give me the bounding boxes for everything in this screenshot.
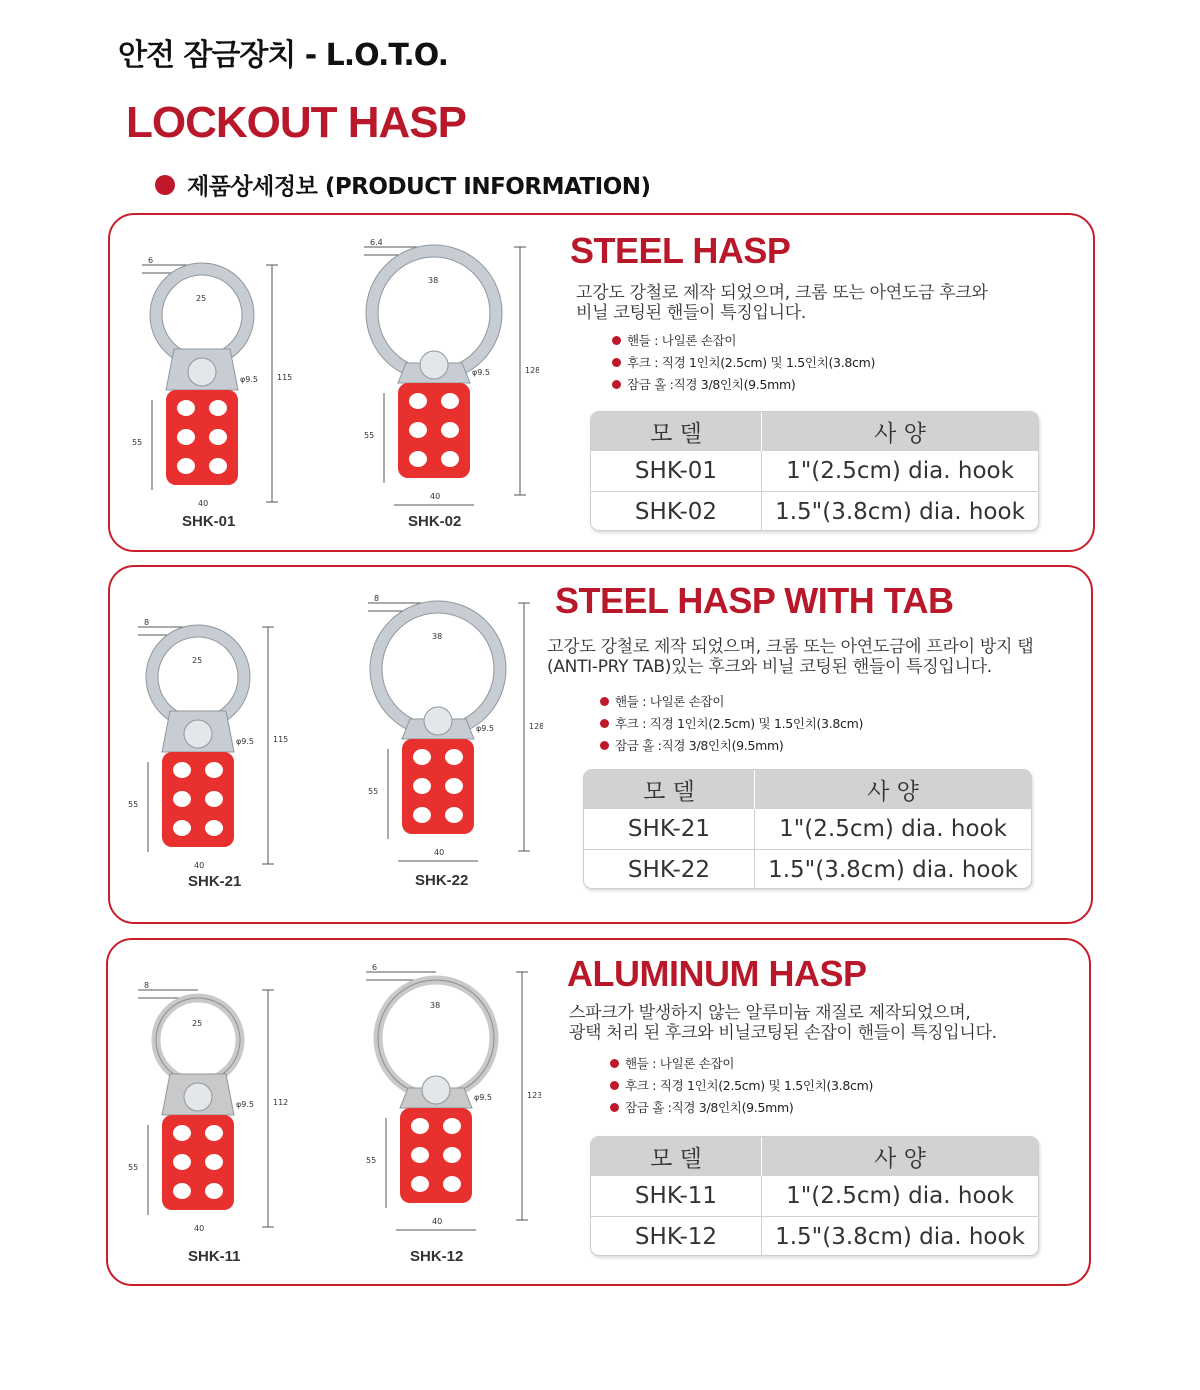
dim-label-height: 128 [525,366,539,375]
dim-label-hook: 25 [192,656,203,665]
feature-list [610,1052,873,1118]
spec-cell: 1"(2.5cm) dia. hook [755,809,1032,850]
dim-label-handle: 55 [132,438,143,447]
dim-label-handle: 55 [368,787,379,796]
dim-label-hole: φ9.5 [240,375,258,384]
hasp-illustration [132,235,317,510]
feature-text: 후크 : 직경 1인치(2.5cm) 및 1.5인치(3.8cm) [625,1078,874,1093]
feature-text: 잠금 홀 :직경 3/8인치(9.5mm) [627,377,796,392]
product-title: ALUMINUM HASP [567,953,867,994]
hasp-image-shk-02 [354,233,539,512]
dim-label-hook: 38 [432,632,443,641]
product-title: STEEL HASP WITH TAB [555,580,954,621]
image-caption: SHK-22 [415,872,469,889]
bullet-dot-icon [155,175,175,195]
dim-label-handle: 55 [364,431,375,440]
dim-label-hook: 25 [196,294,207,303]
model-cell: SHK-01 [591,451,762,492]
feature-text: 핸들 : 나일론 손잡이 [615,694,725,709]
description-line: 비닐 코팅된 핸들이 특징입니다. [576,303,807,323]
description-line: 고강도 강철로 제작 되었으며, 크롬 또는 아연도금에 프라이 방지 탭 [547,637,1034,657]
product-card-aluminum-hasp [106,938,1091,1286]
description-line: 고강도 강철로 제작 되었으며, 크롬 또는 아연도금 후크와 [576,283,988,303]
dim-label-hole: φ9.5 [474,1093,492,1102]
spec-cell: 1"(2.5cm) dia. hook [762,451,1039,492]
model-cell: SHK-22 [584,850,755,890]
spec-cell: 1.5"(3.8cm) dia. hook [762,1217,1039,1257]
dim-label-hook: 38 [430,1001,441,1010]
bullet-dot-icon [600,697,609,706]
header-spec: 사 양 [762,1137,1039,1176]
header-spec: 사 양 [762,412,1039,451]
dim-label-top: 8 [144,981,150,990]
dim-label-hook: 25 [192,1019,203,1028]
feature-item [610,1074,873,1096]
feature-list [600,690,863,756]
hasp-illustration [356,958,541,1233]
dim-label-width: 40 [434,848,445,857]
product-description [576,283,988,323]
bullet-dot-icon [600,719,609,728]
main-title: LOCKOUT HASP [126,98,466,147]
image-caption: SHK-02 [408,513,462,530]
dim-label-width: 40 [194,1224,205,1233]
bullet-dot-icon [612,358,621,367]
feature-text: 잠금 홀 :직경 3/8인치(9.5mm) [615,738,784,753]
table-row [591,1217,1038,1257]
model-cell: SHK-21 [584,809,755,850]
feature-item [612,329,875,351]
hasp-image-shk-11 [128,960,313,1239]
dim-label-handle: 55 [128,800,139,809]
header-spec: 사 양 [755,770,1032,809]
bullet-dot-icon [610,1081,619,1090]
image-caption: SHK-01 [182,513,236,530]
table-row [584,809,1031,850]
feature-item [600,712,863,734]
spec-table [590,411,1039,531]
hasp-illustration [358,589,543,864]
image-caption: SHK-11 [188,1248,241,1265]
table-row [591,1176,1038,1217]
dim-label-hole: φ9.5 [472,368,490,377]
dim-label-handle: 55 [128,1163,139,1172]
description-line: (ANTI-PRY TAB)있는 후크와 비닐 코팅된 핸들이 특징입니다. [547,657,992,677]
feature-text: 잠금 홀 :직경 3/8인치(9.5mm) [625,1100,794,1115]
header-model: 모 델 [591,1137,762,1176]
hasp-illustration [128,960,313,1235]
product-card-steel-hasp [108,213,1095,552]
spec-cell: 1.5"(3.8cm) dia. hook [762,492,1039,532]
hasp-image-shk-21 [128,597,313,876]
hasp-image-shk-01 [132,235,317,514]
bullet-dot-icon [612,380,621,389]
dim-label-height: 123 [527,1091,541,1100]
description-line: 스파크가 발생하지 않는 알루미늄 재질로 제작되었으며, [569,1003,971,1023]
bullet-dot-icon [610,1059,619,1068]
product-title: STEEL HASP [570,230,791,271]
spec-cell: 1"(2.5cm) dia. hook [762,1176,1039,1217]
dim-label-hook: 38 [428,276,439,285]
feature-item [610,1052,873,1074]
dim-label-top: 6.4 [370,238,383,247]
dim-label-height: 115 [273,735,289,744]
table-row [591,492,1038,532]
feature-item [612,373,875,395]
table-row [591,451,1038,492]
hasp-illustration [354,233,539,508]
model-cell: SHK-12 [591,1217,762,1257]
header-model: 모 델 [591,412,762,451]
feature-text: 후크 : 직경 1인치(2.5cm) 및 1.5인치(3.8cm) [615,716,864,731]
section-label [155,168,651,201]
bullet-dot-icon [612,336,621,345]
feature-text: 후크 : 직경 1인치(2.5cm) 및 1.5인치(3.8cm) [627,355,876,370]
dim-label-hole: φ9.5 [236,1100,254,1109]
model-cell: SHK-11 [591,1176,762,1217]
page-top-title: 안전 잠금장치 - L.O.T.O. [118,38,448,73]
bullet-dot-icon [610,1103,619,1112]
feature-item [612,351,875,373]
hasp-image-shk-22 [358,589,543,868]
dim-label-width: 40 [432,1217,443,1226]
dim-label-top: 8 [374,594,380,603]
table-row [584,850,1031,890]
feature-item [610,1096,873,1118]
dim-label-height: 112 [273,1098,289,1107]
dim-label-width: 40 [198,499,209,508]
dim-label-hole: φ9.5 [476,724,494,733]
dim-label-width: 40 [194,861,205,870]
spec-table [583,769,1032,889]
dim-label-top: 6 [148,256,154,265]
image-caption: SHK-21 [188,873,242,890]
dim-label-width: 40 [430,492,441,501]
product-description [569,1003,997,1043]
spec-cell: 1.5"(3.8cm) dia. hook [755,850,1032,890]
dim-label-top: 8 [144,618,150,627]
header-model: 모 델 [584,770,755,809]
model-cell: SHK-02 [591,492,762,532]
product-card-steel-hasp-with-tab [108,565,1093,924]
feature-text: 핸들 : 나일론 손잡이 [625,1056,735,1071]
hasp-image-shk-12 [356,958,541,1237]
product-description [547,637,1033,677]
dim-label-height: 128 [529,722,543,731]
dim-label-handle: 55 [366,1156,377,1165]
dim-label-hole: φ9.5 [236,737,254,746]
feature-list [612,329,875,395]
feature-item [600,690,863,712]
section-label-text: 제품상세정보 (PRODUCT INFORMATION) [187,174,651,200]
feature-text: 핸들 : 나일론 손잡이 [627,333,737,348]
hasp-illustration [128,597,313,872]
dim-label-top: 6 [372,963,378,972]
bullet-dot-icon [600,741,609,750]
feature-item [600,734,863,756]
spec-table [590,1136,1039,1256]
description-line: 광택 처리 된 후크와 비닐코팅된 손잡이 핸들이 특징입니다. [569,1023,997,1043]
image-caption: SHK-12 [410,1248,464,1265]
dim-label-height: 115 [277,373,293,382]
